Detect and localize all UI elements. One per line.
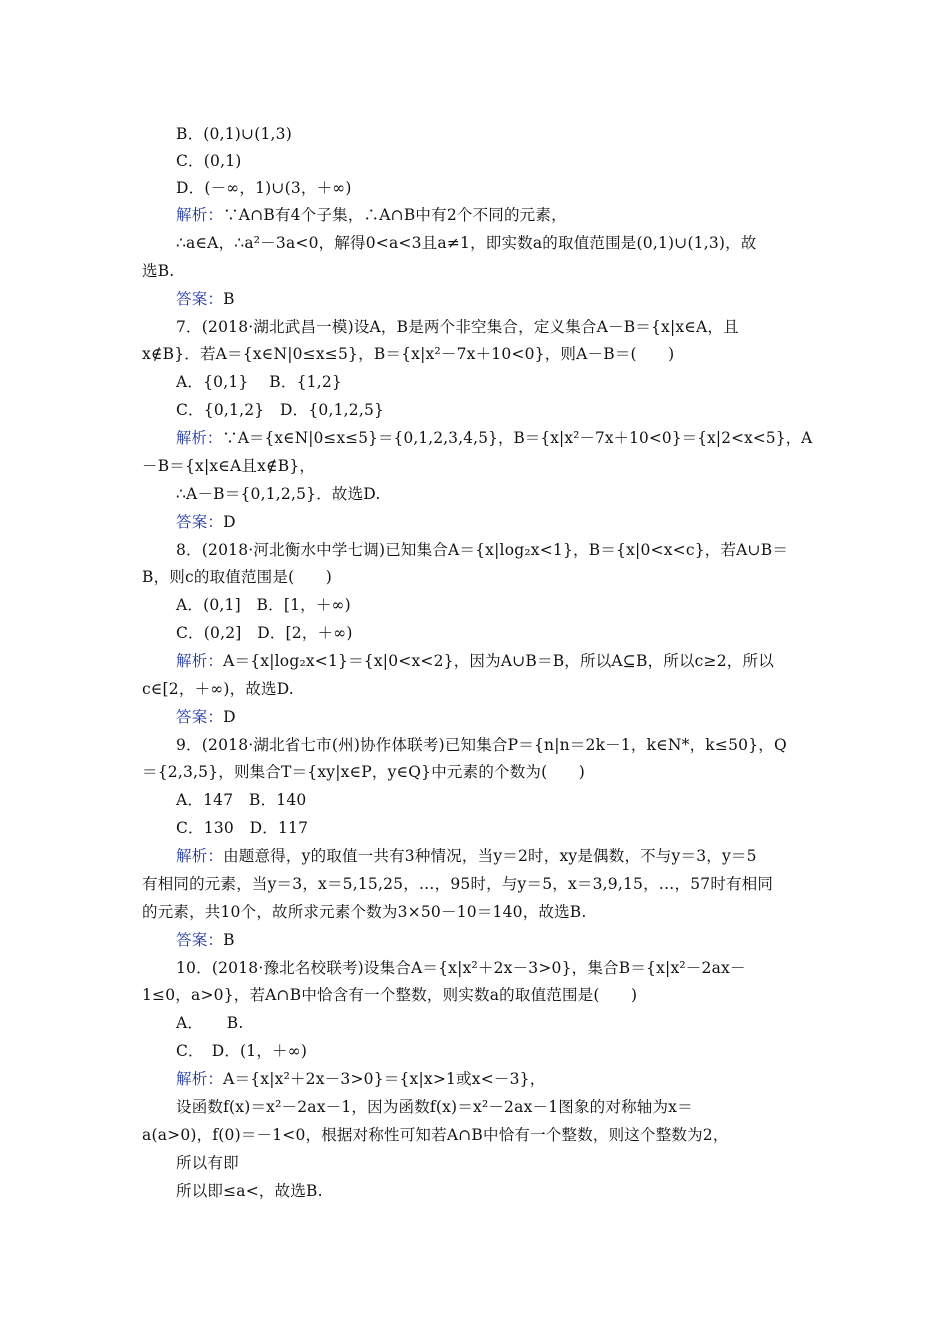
question-line: 10．(2018·豫北名校联考)设集合A＝{x|x²＋2x－3>0}，集合B＝{x|x²－2ax－ (176, 959, 746, 977)
question-line: 9．(2018·湖北省七市(州)协作体联考)已知集合P＝{n|n＝2k－1，k∈N*，k≤50}，Q (176, 736, 787, 754)
question-line: 1≤0，a>0}，若A∩B中恰含有一个整数，则实数a的取值范围是( ) (142, 986, 638, 1004)
answer-label: 答案： (176, 931, 224, 949)
analysis-line: 所以有即 (176, 1154, 239, 1172)
option-line: A． B. (176, 1014, 244, 1032)
answer-line: 答案：D (176, 513, 236, 531)
analysis-line: ∴A－B＝{0,1,2,5}．故选D. (176, 485, 381, 503)
answer-label: 答案： (176, 290, 224, 308)
analysis-line: －B＝{x|x∈A且x∉B}， (142, 457, 316, 475)
answer-label: 答案： (176, 513, 224, 531)
answer-line: 答案：B (176, 931, 235, 949)
answer-line: 答案：D (176, 708, 236, 726)
option-line: C．130 D．117 (176, 819, 309, 837)
question-line: x∉B}．若A＝{x∈N|0≤x≤5}，B＝{x|x²－7x＋10<0}，则A－B＝( ) (142, 345, 675, 363)
analysis-label: 解析： (176, 652, 224, 670)
option-line: C． D．(1，＋∞) (176, 1042, 308, 1060)
question-line: B，则c的取值范围是( ) (142, 568, 332, 586)
option-line: A．(0,1] B．[1，＋∞) (176, 596, 351, 614)
option-line: D．(－∞，1)∪(3，＋∞) (176, 179, 352, 197)
option-line: C．(0,1) (176, 152, 242, 170)
analysis-line: a(a>0)，f(0)＝－1<0，根据对称性可知若A∩B中恰有一个整数，则这个整数为2， (142, 1126, 729, 1144)
analysis-line: 解析：∵A＝{x∈N|0≤x≤5}＝{0,1,2,3,4,5}，B＝{x|x²－7x＋10<0}＝{x|2<x<5}，A (176, 429, 813, 447)
option-line: C．(0,2] D．[2，＋∞) (176, 624, 353, 642)
option-line: B．(0,1)∪(1,3) (176, 125, 292, 143)
question-line: ＝{2,3,5}，则集合T＝{xy|x∈P，y∈Q}中元素的个数为( ) (142, 763, 586, 781)
option-line: A．147 B．140 (176, 791, 307, 809)
analysis-label: 解析： (176, 429, 223, 447)
analysis-line: 有相同的元素，当y＝3，x＝5,15,25，…，95时，与y＝5，x＝3,9,15，…，57时有相同 (142, 875, 774, 893)
analysis-line: 解析：∵A∩B有4个子集，∴A∩B中有2个不同的元素， (176, 206, 567, 224)
analysis-label: 解析： (176, 206, 224, 224)
analysis-line: 解析：A＝{x|log₂x<1}＝{x|0<x<2}，因为A∪B＝B，所以A⊆B，所以c≥2，所以 (176, 652, 774, 670)
analysis-line: 选B. (142, 262, 175, 280)
analysis-label: 解析： (176, 1070, 224, 1088)
analysis-label: 解析： (176, 847, 224, 865)
question-line: 8．(2018·河北衡水中学七调)已知集合A＝{x|log₂x<1}，B＝{x|0<x<c}，若A∪B＝ (176, 541, 789, 559)
analysis-line: 设函数f(x)＝x²－2ax－1，因为函数f(x)＝x²－2ax－1图象的对称轴为x＝ (176, 1098, 693, 1116)
analysis-line: ∴a∈A，∴a²－3a<0，解得0<a<3且a≠1，即实数a的取值范围是(0,1)∪(1,3)，故 (176, 234, 757, 252)
analysis-line: 解析：A＝{x|x²＋2x－3>0}＝{x|x>1或x<－3}， (176, 1070, 546, 1088)
option-line: C．{0,1,2} D．{0,1,2,5} (176, 401, 385, 419)
question-line: 7．(2018·湖北武昌一模)设A，B是两个非空集合，定义集合A－B＝{x|x∈A，且 (176, 318, 739, 336)
analysis-line: 所以即≤a<，故选B. (176, 1182, 323, 1200)
analysis-line: 的元素，共10个，故所求元素个数为3×50－10＝140，故选B. (142, 903, 587, 921)
answer-line: 答案：B (176, 290, 235, 308)
analysis-line: c∈[2，＋∞)，故选D. (142, 680, 294, 698)
analysis-line: 解析：由题意得，y的取值一共有3种情况，当y＝2时，xy是偶数，不与y＝3，y＝5 (176, 847, 757, 865)
option-line: A．{0,1} B．{1,2} (176, 373, 342, 391)
answer-label: 答案： (176, 708, 224, 726)
